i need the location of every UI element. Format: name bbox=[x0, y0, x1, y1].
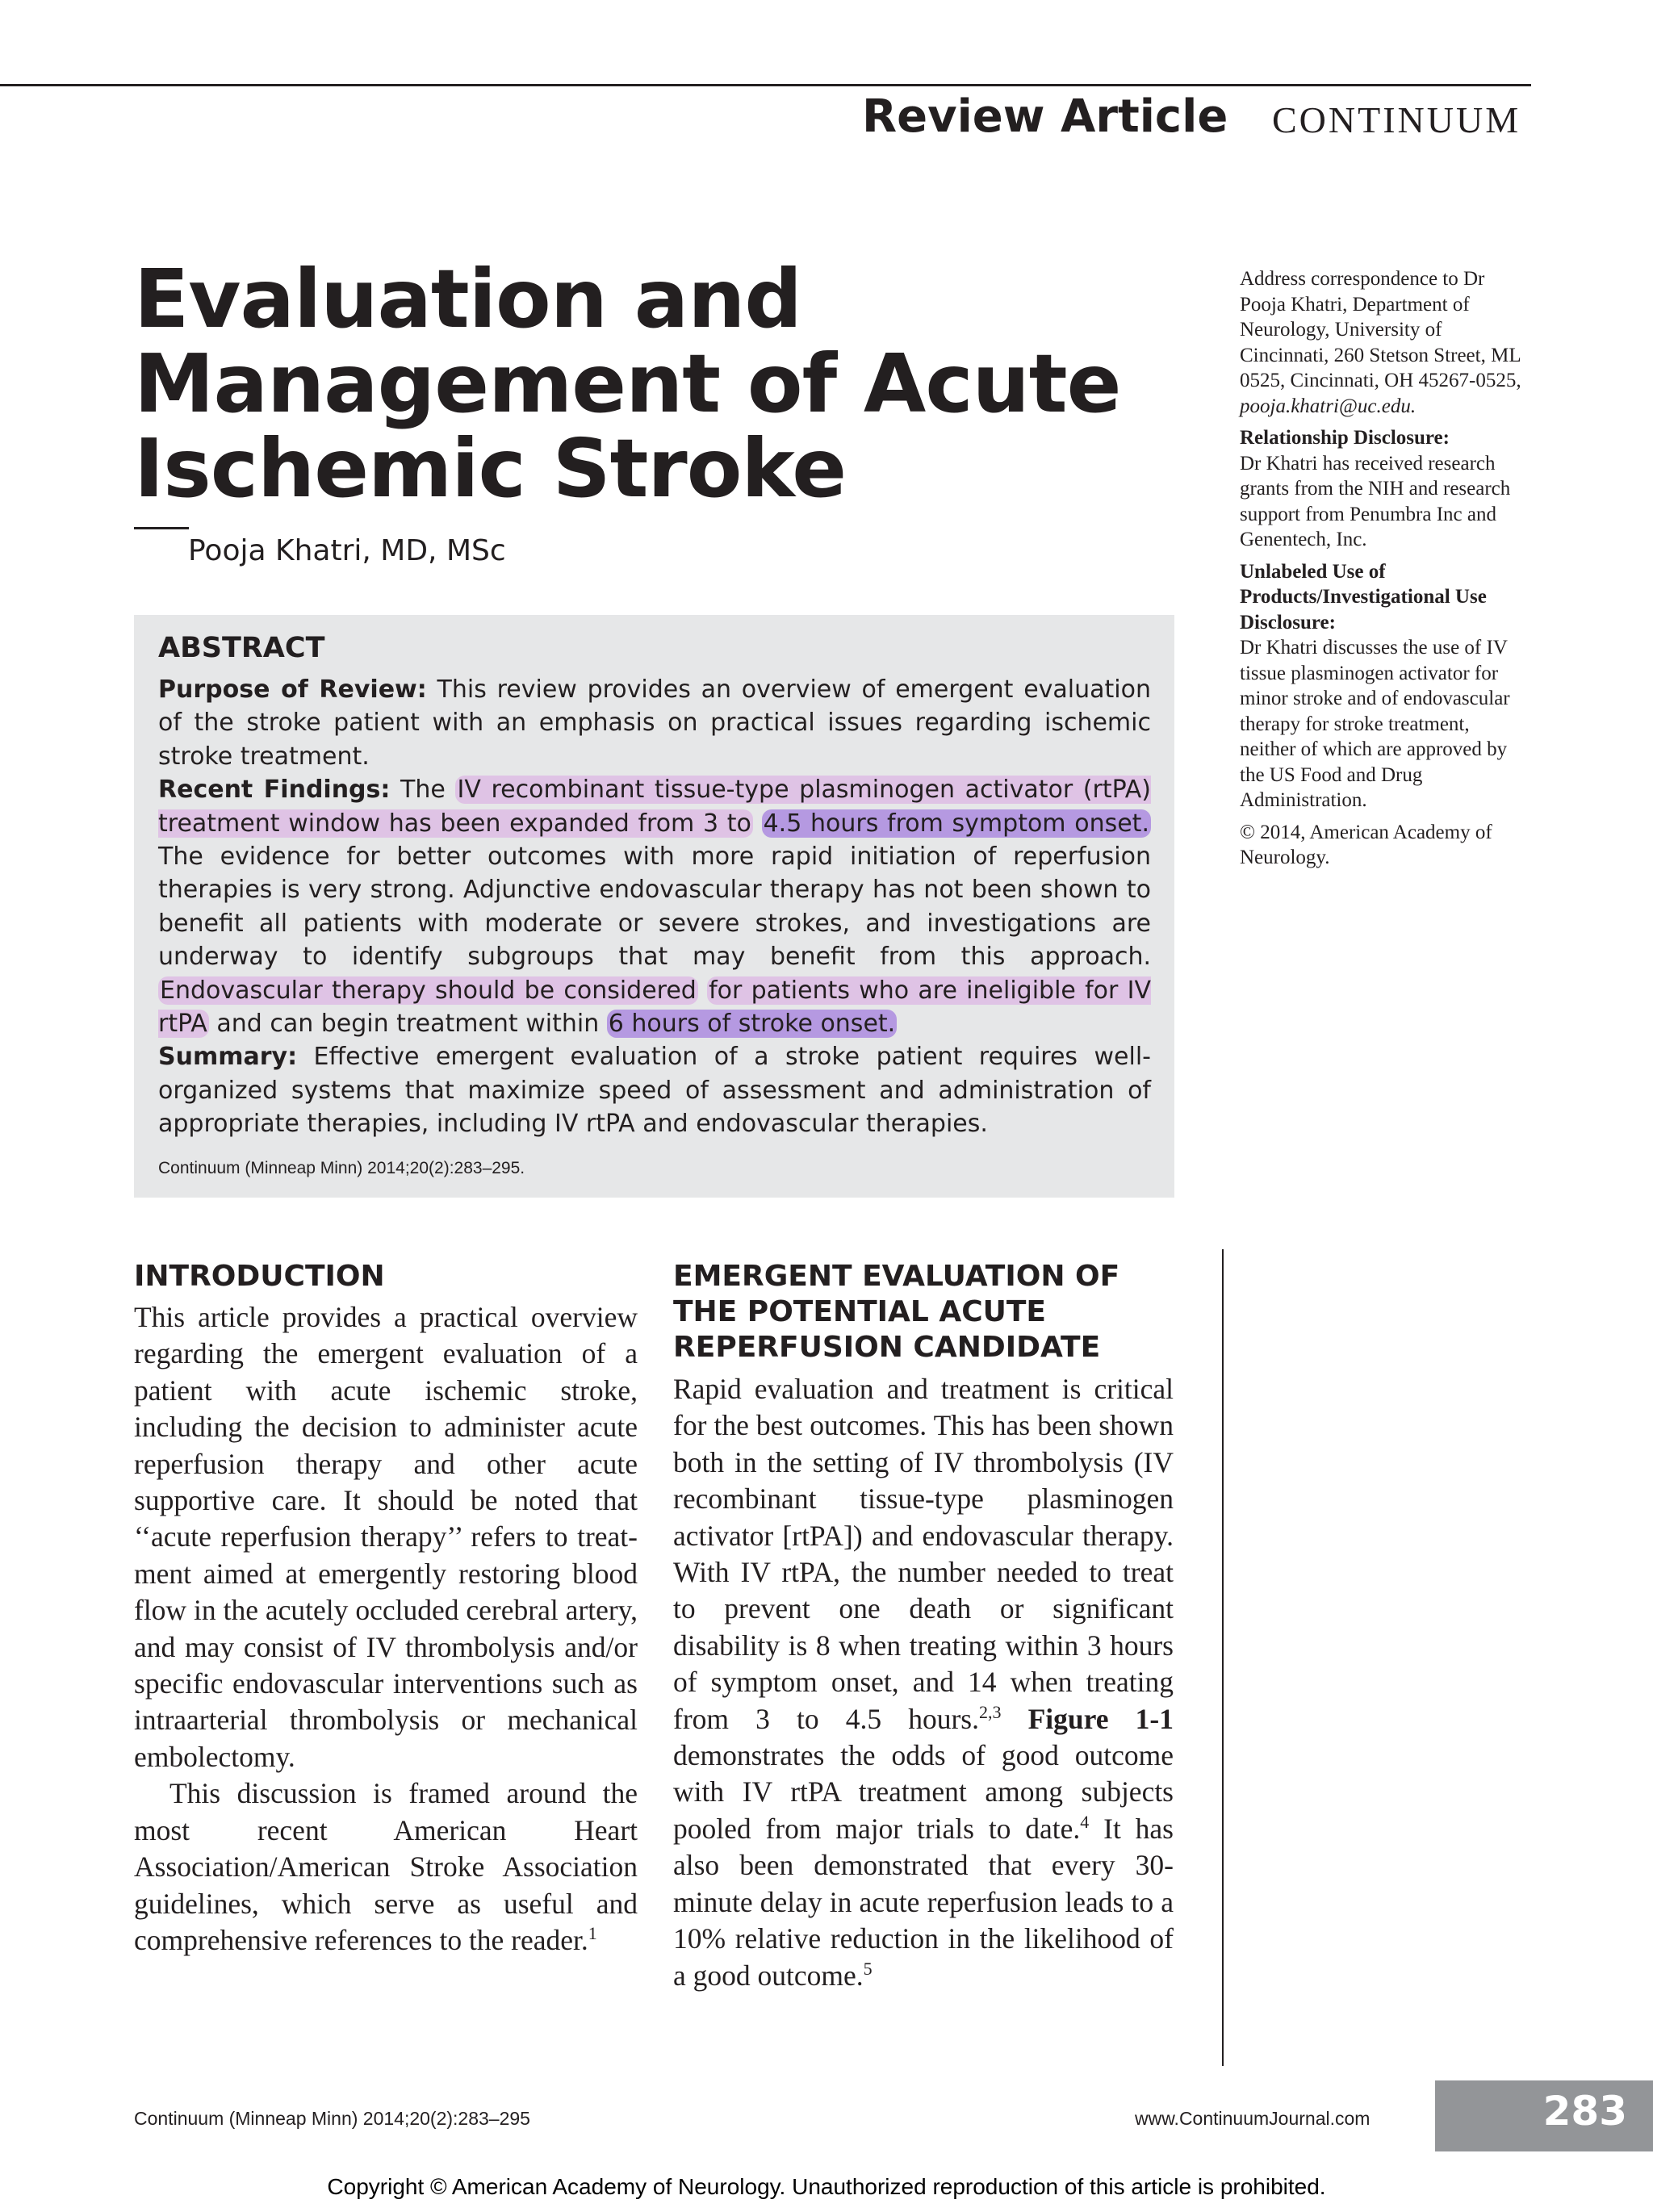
highlight[interactable]: Endovascular therapy should be considered bbox=[160, 976, 697, 1005]
paragraph-text: demonstrates the odds of good outcome with IV rtPA treatment among subjects pooled from major trials to date. bbox=[673, 1739, 1174, 1845]
footer-website[interactable]: www.ContinuumJournal.com bbox=[1135, 2108, 1371, 2129]
copyright-notice: Copyright © American Academy of Neurology. Unauthorized reproduction of this article is prohibited. bbox=[327, 2174, 1326, 2199]
header-rule bbox=[0, 84, 1531, 86]
column-rule bbox=[1222, 1249, 1224, 2066]
reference-superscript[interactable]: 5 bbox=[863, 1958, 873, 1979]
findings-text: The bbox=[400, 776, 446, 805]
unlabeled-text: Dr Khatri discusses the use of IV tissue plasminogen activator for minor stroke and of endovascular therapy for stroke treatment, neither of which are approved by the US Food and Drug Administration. bbox=[1240, 637, 1510, 811]
findings-text: and can begin treatment within bbox=[216, 1010, 600, 1039]
findings-text: The evidence for better outcomes with more rapid initiation of reperfusion therapies is very strong. Adjunctive endovascular therapy has not been shown to benefit all patients with moderate or severe strokes, and investigations are underway to identify subgroups that may benefit from this approach. bbox=[158, 843, 1151, 972]
author-rule bbox=[134, 527, 189, 529]
abstract-citation: Continuum (Minneap Minn) 2014;20(2):283–295. bbox=[158, 1159, 525, 1177]
paragraph-text: Rapid evaluation and treatment is critical for the best outcomes. This has been shown both in the setting of IV thrombolysis (IV recombinant tissue-type plasminogen activator [rtPA]) and endovascular therapy. With IV rtPA, the number needed to treat to prevent one death or significant disability is 8 when treating within 3 hours of symptom onset, and 14 when treating from 3 to 4.5 hours. bbox=[673, 1373, 1174, 1735]
introduction-paragraph: This article provides a practical overview regarding the emergent evaluation of a patient with acute ischemic stroke, including the decision to administer acute reperfusion therapy and other acute supportive care. It should be noted that ‘‘acute reperfusion therapy’’ refers to treatment aimed at emergently restoring blood flow in the acutely occluded cerebral artery, and may consist of IV thrombolysis and/or specific endovascular interventions such as intraarterial thrombolysis or mechanical embolectomy. bbox=[134, 1301, 638, 1773]
page-number: 283 bbox=[1542, 2088, 1627, 2135]
author-name: Pooja Khatri, MD, MSc bbox=[188, 534, 506, 567]
paragraph-text: It has also been demonstrated that every 30-minute delay in acute reperfusion leads to a 10% relative reduction in the likelihood of a good outcome. bbox=[673, 1812, 1174, 1992]
summary-text: Effective emergent evaluation of a stroke patient requires well-organized systems that maximize speed of assessment and administration of appropriate therapies, including IV rtPA and endovascular therapies. bbox=[158, 1043, 1151, 1139]
abstract-findings bbox=[158, 773, 1151, 1040]
reference-superscript[interactable]: 1 bbox=[588, 1923, 597, 1944]
abstract-body bbox=[158, 673, 1151, 1141]
emergent-evaluation-heading: EMERGENT EVALUATION OF THE POTENTIAL ACUTE REPERFUSION CANDIDATE bbox=[673, 1260, 1120, 1364]
introduction-paragraph bbox=[134, 1775, 638, 1959]
emergent-paragraph bbox=[673, 1371, 1174, 1994]
unlabeled-heading: Unlabeled Use of Products/Investigational Use Disclosure: bbox=[1240, 560, 1487, 633]
highlight[interactable]: for patients who are ineligible for IV rtPA bbox=[158, 976, 1151, 1039]
highlight[interactable]: IV recombinant tissue-type plasminogen activator (rtPA) treatment window has been expanded from 3 to bbox=[158, 776, 1151, 838]
findings-label: Recent Findings: bbox=[158, 776, 391, 805]
correspondence-email[interactable]: pooja.khatri@uc.edu. bbox=[1240, 395, 1417, 417]
journal-logo: CONTINUUM bbox=[1272, 99, 1521, 140]
unlabeled-use-disclosure bbox=[1240, 559, 1530, 813]
reference-superscript[interactable]: 2,3 bbox=[979, 1701, 1002, 1722]
paragraph-text: This discussion is framed around the most recent American Heart Association/American Stroke Association guidelines, which serve as useful and comprehensive references to the reader. bbox=[134, 1777, 638, 1956]
introduction-heading: INTRODUCTION bbox=[134, 1260, 385, 1293]
sidebar-copyright: © 2014, American Academy of Neurology. bbox=[1240, 821, 1492, 868]
relationship-disclosure bbox=[1240, 425, 1530, 553]
purpose-text: This review provides an overview of emergent evaluation of the stroke patient with an emphasis on practical issues regarding ischemic stroke treatment. bbox=[158, 675, 1151, 771]
correspondence bbox=[1240, 266, 1530, 419]
relationship-text: Dr Khatri has received research grants from the NIH and research support from Penumbra Inc and Genentech, Inc. bbox=[1240, 452, 1511, 550]
abstract-summary bbox=[158, 1040, 1151, 1140]
section-label: Review Article bbox=[862, 90, 1228, 143]
footer-citation: Continuum (Minneap Minn) 2014;20(2):283–295 bbox=[134, 2108, 530, 2129]
abstract-purpose bbox=[158, 673, 1151, 773]
highlight[interactable]: 4.5 hours from symptom onset. bbox=[763, 809, 1149, 838]
relationship-heading: Relationship Disclosure: bbox=[1240, 427, 1450, 449]
correspondence-address: Address correspondence to Dr Pooja Khatri, Department of Neurology, University of Cincinnati, 260 Stetson Street, ML 0525, Cincinnati, OH 45267-0525, bbox=[1240, 268, 1521, 391]
introduction-body bbox=[134, 1299, 638, 1959]
summary-label: Summary: bbox=[158, 1043, 298, 1072]
reference-superscript[interactable]: 4 bbox=[1080, 1812, 1090, 1833]
emergent-evaluation-body bbox=[673, 1371, 1174, 1994]
figure-reference[interactable]: Figure 1-1 bbox=[1027, 1702, 1174, 1735]
highlight[interactable]: 6 hours of stroke onset. bbox=[608, 1010, 896, 1039]
article-title: Evaluation and Management of Acute Ischemic Stroke bbox=[134, 252, 1121, 516]
purpose-label: Purpose of Review: bbox=[158, 675, 427, 704]
abstract-heading: ABSTRACT bbox=[158, 632, 325, 664]
sidebar-notes bbox=[1240, 266, 1530, 877]
